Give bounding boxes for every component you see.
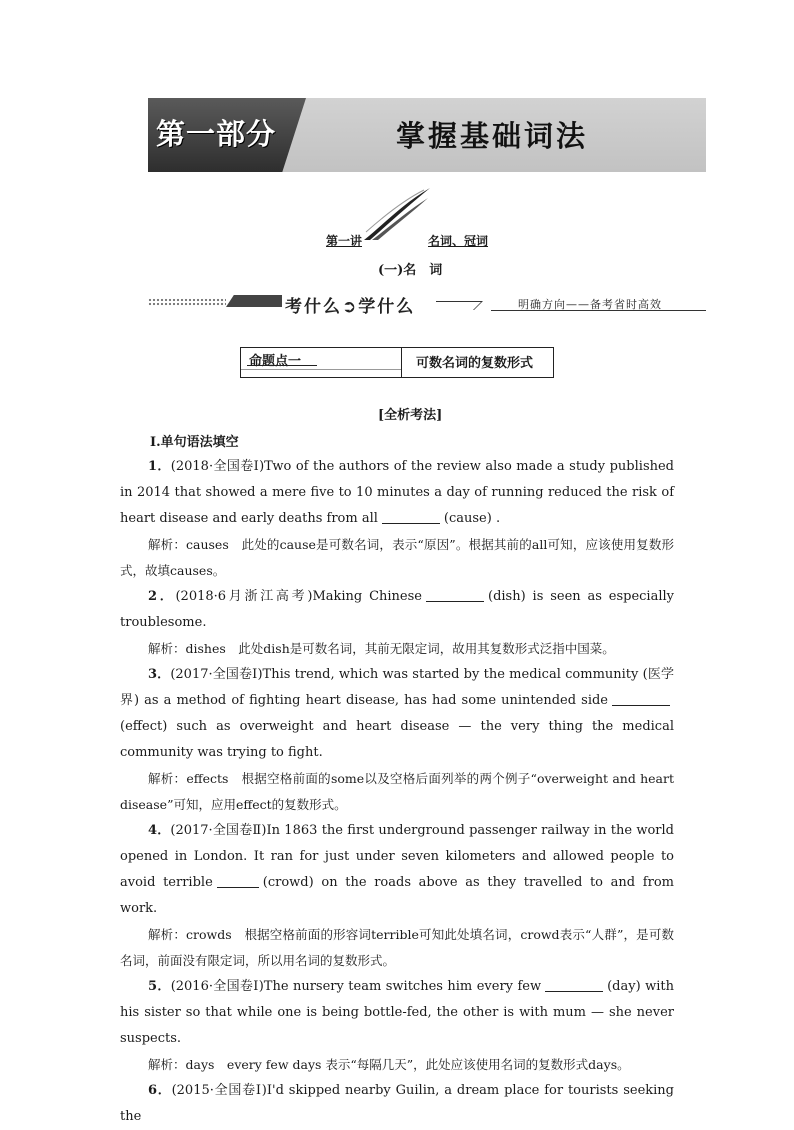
part-banner [148, 98, 706, 172]
answer-blank[interactable] [426, 587, 484, 602]
answer-explanation [120, 922, 674, 974]
analysis-heading: [全析考法] [378, 408, 443, 423]
item-hint: (cause) [443, 511, 492, 526]
exercise-item [120, 974, 674, 1052]
item-text: This trend, which was started by the medical community (医学界) as a method of fighting heart disease, has had some unintended side [120, 667, 675, 708]
subsection-title: (一)名 词 [378, 263, 443, 278]
item-number: 5． [148, 979, 171, 994]
item-text: Making Chinese [312, 589, 422, 604]
band-line [473, 301, 493, 310]
band-line [436, 301, 482, 302]
item-source: (2015·全国卷Ⅰ) [171, 1083, 267, 1098]
topic-box [240, 347, 554, 378]
exercise-item [120, 584, 674, 636]
section-band [148, 292, 706, 317]
item-text: Two of the authors of the review also made a study published in 2014 that showed a mere five to 10 minutes a day of running reduced the risk of heart disease and early deaths from all [120, 459, 674, 526]
answer-blank[interactable] [217, 873, 259, 888]
answer-explanation [120, 1052, 674, 1078]
item-source: (2017·全国卷Ⅱ) [170, 823, 267, 838]
band-dots [148, 298, 226, 306]
item-source: (2018·全国卷Ⅰ) [170, 459, 265, 474]
exercise-item [120, 1078, 674, 1130]
answer-explanation [120, 636, 674, 662]
item-source: (2018·6月浙江高考) [175, 589, 313, 604]
item-text-after: is seen as especially troublesome. [120, 589, 674, 630]
item-number: 1． [148, 459, 171, 474]
item-hint: (day) [607, 979, 641, 994]
item-source: (2017·全国卷Ⅰ) [170, 667, 263, 682]
explanation-text: 解析：dishes 此处dish是可数名词，其前无限定词，故用其复数形式泛指中国菜。 [148, 641, 615, 656]
item-text-after: such as overweight and heart disease — the very thing the medical community was trying to fight. [120, 719, 674, 760]
explanation-text: 解析：crowds 根据空格前面的形容词terrible可知此处填名词，crowd表示“人群”，是可数名词，前面没有限定词，所以用名词的复数形式。 [120, 927, 674, 968]
band-subtitle: 明确方向——备考省时高效 [518, 298, 662, 311]
item-text-after: on the roads above as they travelled to and from work. [120, 875, 674, 916]
answer-blank[interactable] [545, 977, 603, 992]
lecture-number: 第一讲 [326, 234, 363, 248]
exercise-item [120, 662, 674, 766]
topic-underline [247, 365, 317, 366]
item-source: (2016·全国卷Ⅰ) [170, 979, 264, 994]
band-title: 考什么➲学什么 [285, 297, 416, 317]
item-hint: (effect) [120, 719, 168, 734]
item-number: 6． [148, 1083, 172, 1098]
item-hint: (crowd) [262, 875, 314, 890]
exercise-item [120, 818, 674, 922]
exercise-section-title: Ⅰ.单句语法填空 [150, 435, 239, 450]
item-text: In 1863 the first underground passenger railway in the world opened in London. It ran for just under seven kilometers and allowed people to avoid terrible [120, 823, 674, 890]
exercise-item [120, 454, 674, 532]
answer-blank[interactable] [382, 509, 440, 524]
topic-label: 命题点一 [249, 354, 302, 369]
banner-title: 掌握基础词法 [396, 119, 589, 153]
item-text-after: with his sister so that while one is being bottle-fed, the other is with mum — she never suspects. [120, 979, 674, 1046]
answer-blank[interactable] [612, 691, 670, 706]
topic-title: 可数名词的复数形式 [416, 356, 534, 371]
explanation-text: 解析：causes 此处的cause是可数名词，表示“原因”。根据其前的all可知，应该使用复数形式，故填causes。 [120, 537, 674, 578]
explanation-text: 解析：days every few days 表示“每隔几天”，此处应该使用名词的复数形式days。 [148, 1057, 630, 1072]
answer-explanation [120, 766, 674, 818]
item-text-after: . [495, 511, 501, 526]
band-bar [226, 295, 282, 307]
item-hint: (dish) [488, 589, 526, 604]
explanation-text: 解析：effects 根据空格前面的some以及空格后面列举的两个例子“overweight and heart disease”可知，应用effect的复数形式。 [120, 771, 674, 812]
answer-explanation [120, 532, 674, 584]
item-text: I'd skipped nearby Guilin, a dream place for tourists seeking the [120, 1083, 674, 1124]
brush-stroke-icon [362, 186, 432, 242]
item-number: 2． [148, 589, 176, 604]
lecture-title: 名词、冠词 [428, 234, 489, 248]
item-text: The nursery team switches him every few [263, 979, 542, 994]
exercise-content [120, 454, 674, 1130]
item-number: 3． [148, 667, 171, 682]
banner-part-label: 第一部分 [156, 117, 277, 151]
topic-rule [241, 369, 401, 370]
topic-divider [401, 348, 402, 377]
item-number: 4． [148, 823, 171, 838]
